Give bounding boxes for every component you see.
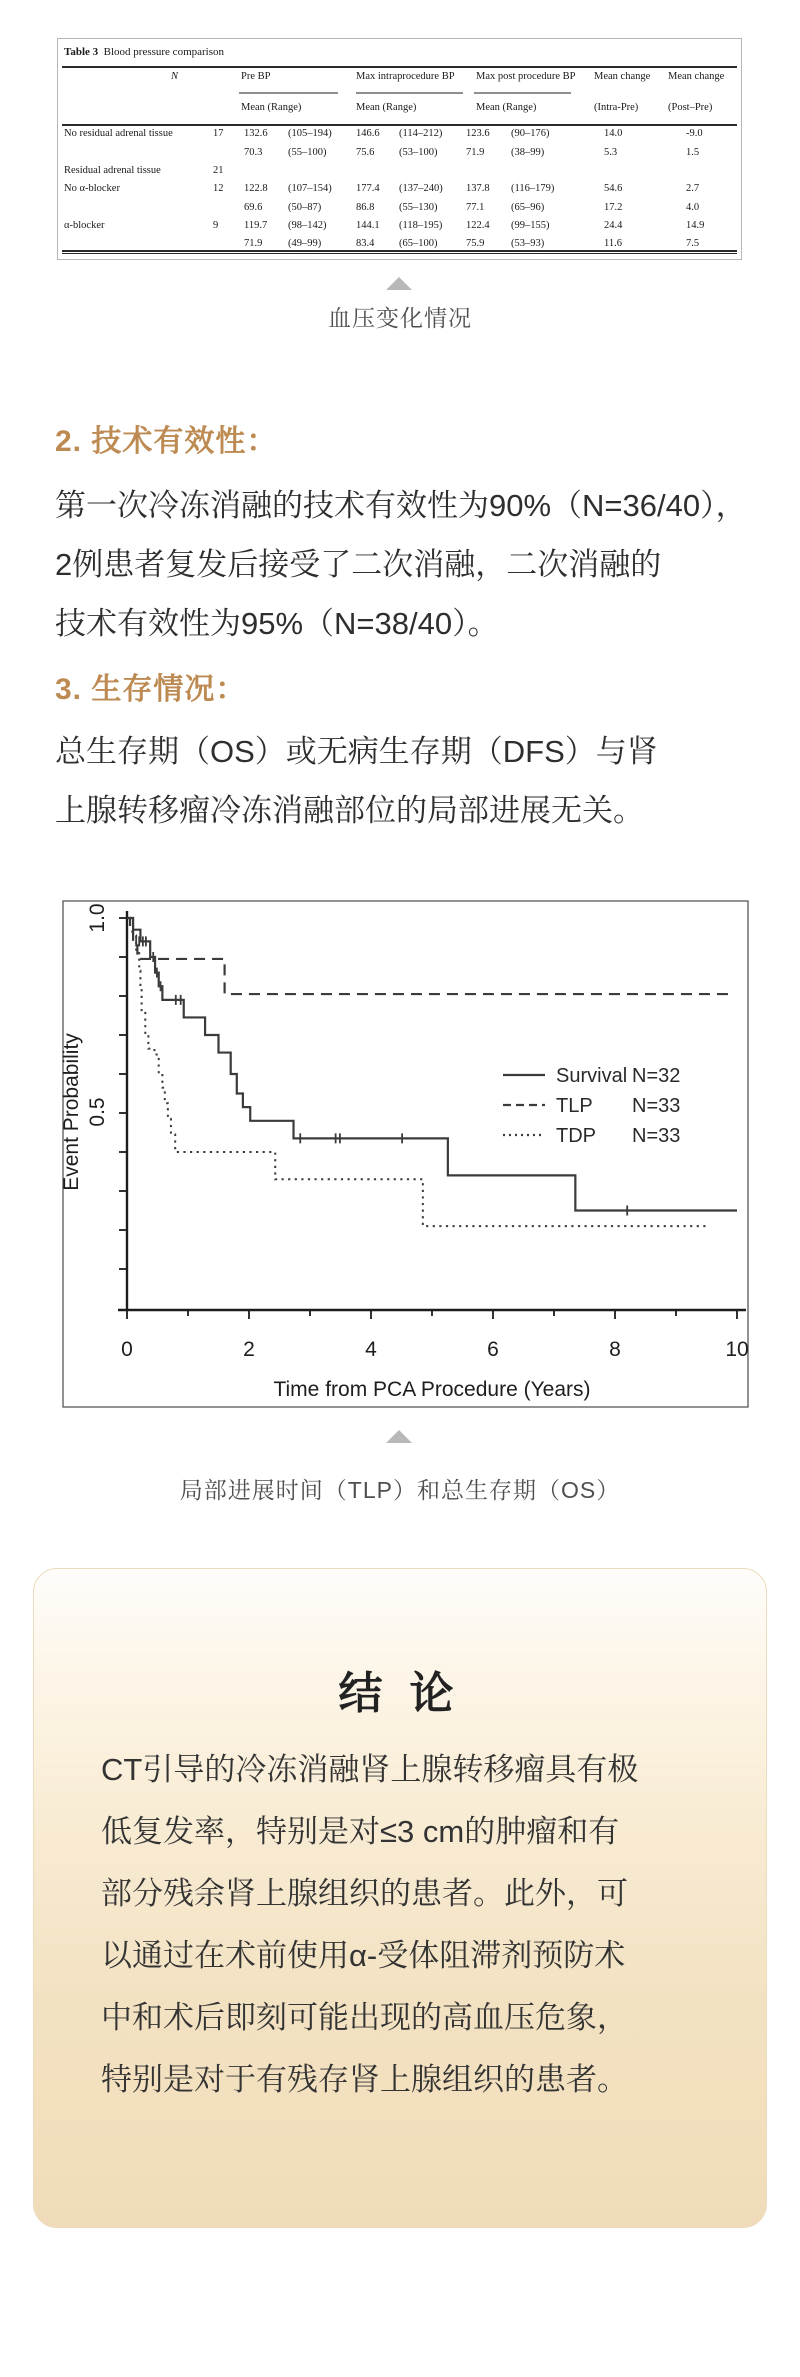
row-label: No residual adrenal tissue	[64, 128, 173, 139]
y-tick-label: 0.5	[86, 1097, 109, 1127]
section-heading-survival: 3. 生存情况：	[55, 673, 247, 706]
cell: 11.6	[604, 238, 622, 249]
conclusion-title: 结 论	[338, 1669, 462, 1718]
collapse-triangle-icon	[386, 1430, 412, 1443]
cell: 75.9	[466, 238, 485, 249]
cell: 144.1	[356, 220, 380, 231]
x-tick-label: 6	[487, 1338, 499, 1361]
cell: 17.2	[604, 202, 623, 213]
legend-n: N=32	[632, 1065, 681, 1087]
col-header-intra-bp: Max intraprocedure BP	[356, 71, 455, 82]
cell: 146.6	[356, 128, 380, 139]
section-heading-effectiveness: 2. 技术有效性：	[55, 425, 278, 458]
x-axis-title: Time from PCA Procedure (Years)	[273, 1378, 591, 1401]
cell: (90–176)	[511, 128, 550, 139]
cell: (65–100)	[399, 238, 438, 249]
blood-pressure-table-figure	[57, 38, 742, 260]
cell: (55–130)	[399, 202, 438, 213]
subrule-intra	[356, 92, 463, 94]
cell: 119.7	[244, 220, 268, 231]
conclusion-line: 特别是对于有残存肾上腺组织的患者。	[101, 2062, 628, 2097]
cell: 1.5	[686, 147, 700, 158]
cell: -9.0	[686, 128, 703, 139]
cell: 14.9	[686, 220, 705, 231]
subheader-mean-range-post: Mean (Range)	[476, 102, 537, 113]
paragraph-line: 技术有效性为95%（N=38/40）。	[55, 606, 499, 641]
cell: 123.6	[466, 128, 490, 139]
conclusion-body	[101, 1739, 721, 2111]
conclusion-line: CT引导的冷冻消融肾上腺转移瘤具有极	[101, 1752, 639, 1787]
cell: (105–194)	[288, 128, 332, 139]
paragraph-line: 上腺转移瘤冷冻消融部位的局部进展无关。	[55, 793, 644, 828]
row-n: 9	[213, 220, 219, 231]
table-caption-text: Blood pressure comparison	[103, 46, 225, 58]
cell: 75.6	[356, 147, 375, 158]
x-tick-label: 10	[725, 1338, 749, 1361]
subrule-post	[474, 92, 571, 94]
cell: (53–100)	[399, 147, 438, 158]
cell: (50–87)	[288, 202, 322, 213]
x-tick-label: 0	[121, 1338, 133, 1361]
col-header-n: N	[171, 71, 179, 82]
cell: (55–100)	[288, 147, 327, 158]
cell: 71.9	[244, 238, 263, 249]
paragraph-line: 总生存期（OS）或无病生存期（DFS）与肾	[55, 734, 658, 769]
cell: 177.4	[356, 183, 380, 194]
cell: 14.0	[604, 128, 623, 139]
paragraph-line: 第一次冷冻消融的技术有效性为90%（N=36/40），	[55, 488, 747, 523]
cell: (116–179)	[511, 183, 555, 194]
conclusion-line: 低复发率，特别是对≤3 cm的肿瘤和有	[101, 1814, 620, 1849]
cell: 122.8	[244, 183, 268, 194]
row-n: 12	[213, 183, 224, 194]
cell: (118–195)	[399, 220, 443, 231]
cell: 69.6	[244, 202, 263, 213]
legend-n: N=33	[632, 1095, 681, 1117]
table-rule-top	[62, 66, 737, 68]
cell: (107–154)	[288, 183, 332, 194]
table-rule-bottom-1	[62, 250, 737, 252]
conclusion-line: 以通过在术前使用α-受体阻滞剂预防术	[101, 1938, 626, 1973]
cell: 71.9	[466, 147, 485, 158]
table-rule-bottom-2	[62, 253, 737, 254]
cell: (137–240)	[399, 183, 443, 194]
legend-label: Survival	[556, 1065, 628, 1087]
chart-frame	[63, 901, 748, 1407]
cell: (114–212)	[399, 128, 443, 139]
cell: (99–155)	[511, 220, 550, 231]
cell: 77.1	[466, 202, 485, 213]
cell: 86.8	[356, 202, 375, 213]
table-rule-mid	[62, 124, 737, 126]
paragraph-effectiveness	[55, 476, 755, 653]
table-caption	[64, 46, 224, 58]
x-tick-label: 2	[243, 1338, 255, 1361]
cell: (65–96)	[511, 202, 545, 213]
subheader-mean-range-intra: Mean (Range)	[356, 102, 417, 113]
cell: 83.4	[356, 238, 375, 249]
cell: 122.4	[466, 220, 490, 231]
legend-n: N=33	[632, 1125, 681, 1147]
cell: 70.3	[244, 147, 263, 158]
cell: (53–93)	[511, 238, 545, 249]
cell: 137.8	[466, 183, 490, 194]
col-header-mean-change-post: Mean change	[668, 71, 725, 82]
row-n: 21	[213, 165, 224, 176]
subheader-intra-pre: (Intra-Pre)	[594, 102, 639, 113]
conclusion-line: 部分残余肾上腺组织的患者。此外，可	[101, 1876, 628, 1911]
col-header-post-bp: Max post procedure BP	[476, 71, 576, 82]
x-tick-label: 4	[365, 1338, 377, 1361]
conclusion-line: 中和术后即刻可能出现的高血压危象，	[101, 2000, 628, 2035]
row-label: Residual adrenal tissue	[64, 165, 161, 176]
col-header-mean-change-intra: Mean change	[594, 71, 651, 82]
cell: 132.6	[244, 128, 268, 139]
cell: 7.5	[686, 238, 700, 249]
y-tick-label: 1.0	[86, 903, 109, 933]
cell: (38–99)	[511, 147, 545, 158]
legend-label: TDP	[556, 1125, 596, 1147]
col-header-pre-bp: Pre BP	[241, 71, 271, 82]
row-label: No α-blocker	[64, 183, 120, 194]
cell: 4.0	[686, 202, 700, 213]
cell: 2.7	[686, 183, 700, 194]
paragraph-line: 2例患者复发后接受了二次消融，二次消融的	[55, 547, 662, 582]
subheader-mean-range-pre: Mean (Range)	[241, 102, 302, 113]
row-n: 17	[213, 128, 224, 139]
legend-label: TLP	[556, 1095, 593, 1117]
cell: 24.4	[604, 220, 623, 231]
paragraph-survival	[55, 722, 755, 840]
figure2-caption: 局部进展时间（TLP）和总生存期（OS）	[179, 1477, 621, 1503]
y-axis-title: Event Probability	[60, 1033, 83, 1191]
conclusion-card	[33, 1568, 767, 2228]
cell: (98–142)	[288, 220, 327, 231]
table-caption-label: Table 3	[64, 46, 99, 58]
cell: 5.3	[604, 147, 618, 158]
collapse-triangle-icon	[386, 277, 412, 290]
kaplan-meier-chart	[0, 880, 800, 1510]
figure1-caption: 血压变化情况	[328, 305, 472, 331]
row-label: α-blocker	[64, 220, 105, 231]
subheader-post-pre: (Post–Pre)	[668, 102, 713, 113]
cell: (49–99)	[288, 238, 322, 249]
cell: 54.6	[604, 183, 623, 194]
x-tick-label: 8	[609, 1338, 621, 1361]
subrule-pre	[239, 92, 338, 94]
